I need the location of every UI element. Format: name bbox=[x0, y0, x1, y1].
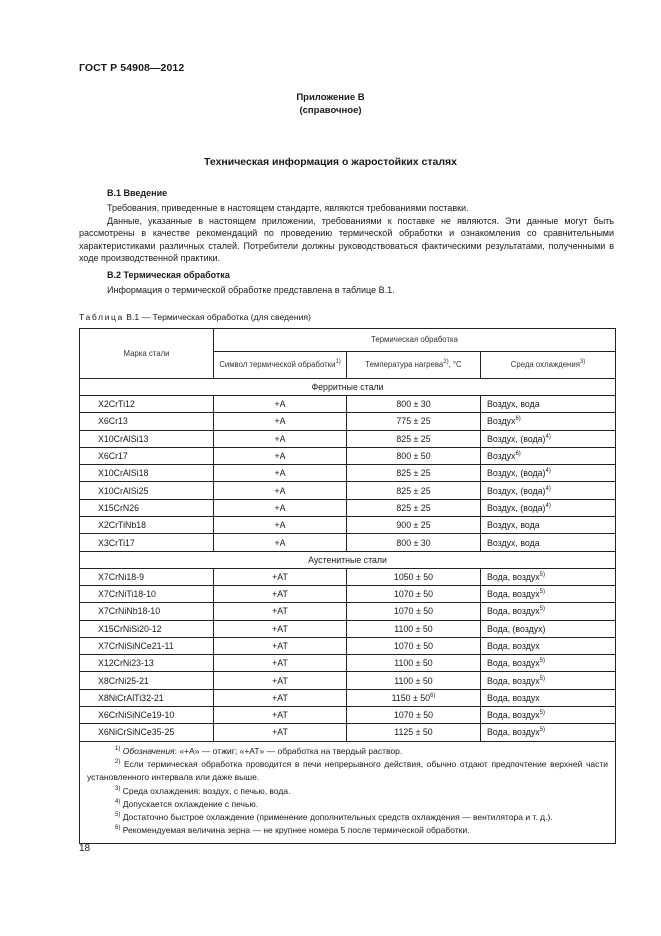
cell-symbol: +AT bbox=[214, 620, 347, 637]
cell-temperature: 1070 ± 50 bbox=[347, 603, 481, 620]
cell-grade: X2CrTiNb18 bbox=[80, 517, 214, 534]
cell-cooling: Вода, воздух$^{5)}$ bbox=[481, 724, 616, 741]
cell-grade: X10CrAlSi25 bbox=[80, 482, 214, 499]
table-row bbox=[80, 465, 616, 482]
cell-grade: X7CrNiTi18-10 bbox=[80, 585, 214, 602]
document-title: Техническая информация о жаростойких сталях bbox=[203, 156, 458, 168]
page-number: 18 bbox=[79, 843, 91, 854]
cell-symbol: +A bbox=[214, 482, 347, 499]
footnote: $^{4)}$ Допускается охлаждение с печью. bbox=[115, 798, 259, 809]
cell-cooling: Воздух, вода bbox=[481, 396, 616, 413]
cell-symbol: +A bbox=[214, 430, 347, 447]
table-row bbox=[80, 655, 616, 672]
table-row bbox=[80, 672, 616, 689]
table-group-row bbox=[80, 551, 616, 568]
cell-cooling: Вода, воздух$^{5)}$ bbox=[481, 585, 616, 602]
table-row bbox=[80, 430, 616, 447]
cell-temperature: 825 ± 25 bbox=[347, 465, 481, 482]
cell-temperature: 1070 ± 50 bbox=[347, 707, 481, 724]
table-row bbox=[80, 413, 616, 430]
table-caption bbox=[79, 312, 311, 322]
table-footnotes bbox=[80, 741, 616, 843]
cell-temperature: 1070 ± 50 bbox=[347, 637, 481, 654]
cell-grade: X15CrN26 bbox=[80, 499, 214, 516]
column-header-heat-treatment: Термическая обработка bbox=[214, 329, 616, 352]
cell-grade: X12CrNi23-13 bbox=[80, 655, 214, 672]
cell-cooling: Вода, воздух$^{5)}$ bbox=[481, 568, 616, 585]
cell-temperature: 1100 ± 50 bbox=[347, 672, 481, 689]
table-row bbox=[80, 707, 616, 724]
cell-temperature: 1070 ± 50 bbox=[347, 585, 481, 602]
cell-cooling: Вода, (воздух) bbox=[481, 620, 616, 637]
table-group-row bbox=[80, 379, 616, 396]
group-label: Аустенитные стали bbox=[80, 551, 616, 568]
cell-cooling: Вода, воздух bbox=[481, 689, 616, 706]
cell-temperature: 1100 ± 50 bbox=[347, 620, 481, 637]
cell-grade: X7CrNiSiNCe21-11 bbox=[80, 637, 214, 654]
cell-symbol: +A bbox=[214, 447, 347, 464]
cell-grade: X10CrAlSi13 bbox=[80, 430, 214, 447]
cell-temperature: 775 ± 25 bbox=[347, 413, 481, 430]
footnote: $^{2)}$ Если термическая обработка проводится в печи непрерывного действия, обычно отдают предпочтение верхней части установленного интервала или даже выше. bbox=[87, 758, 609, 783]
cell-symbol: +A bbox=[214, 396, 347, 413]
table-row bbox=[80, 620, 616, 637]
cell-symbol: +AT bbox=[214, 603, 347, 620]
footnote: $^{3)}$ Среда охлаждения: воздух, с печью, вода. bbox=[115, 785, 291, 796]
cell-temperature: 1125 ± 50 bbox=[347, 724, 481, 741]
table-row bbox=[80, 499, 616, 516]
cell-grade: X8CrNi25-21 bbox=[80, 672, 214, 689]
appendix-subtitle: (справочное) bbox=[299, 105, 362, 116]
table-row bbox=[80, 447, 616, 464]
cell-grade: X2CrTi12 bbox=[80, 396, 214, 413]
table-row bbox=[80, 724, 616, 741]
table-row bbox=[80, 568, 616, 585]
cell-cooling: Воздух, (вода)$^{4)}$ bbox=[481, 430, 616, 447]
footnote: $^{6)}$ Рекомендуемая величина зерна — не крупнее номера 5 после термической обработки. bbox=[115, 825, 470, 836]
cell-symbol: +AT bbox=[214, 689, 347, 706]
cell-temperature: 800 ± 30 bbox=[347, 534, 481, 551]
section-heading-introduction: В.1 Введение bbox=[107, 188, 168, 198]
cell-symbol: +AT bbox=[214, 637, 347, 654]
cell-temperature: 1100 ± 50 bbox=[347, 655, 481, 672]
group-label: Ферритные стали bbox=[80, 379, 616, 396]
cell-cooling: Воздух, (вода)$^{4)}$ bbox=[481, 499, 616, 516]
cell-grade: X7CrNiNb18-10 bbox=[80, 603, 214, 620]
cell-cooling: Воздух$^{6)}$ bbox=[481, 413, 616, 430]
cell-symbol: +A bbox=[214, 517, 347, 534]
cell-cooling: Вода, воздух bbox=[481, 637, 616, 654]
cell-symbol: +AT bbox=[214, 707, 347, 724]
cell-symbol: +AT bbox=[214, 585, 347, 602]
cell-symbol: +A bbox=[214, 465, 347, 482]
cell-grade: X6Cr13 bbox=[80, 413, 214, 430]
table-caption-text: В.1 — Термическая обработка (для сведения) bbox=[123, 312, 311, 322]
cell-symbol: +AT bbox=[214, 568, 347, 585]
cell-temperature: 1050 ± 50 bbox=[347, 568, 481, 585]
heat-treatment-table bbox=[79, 328, 616, 844]
cell-cooling: Вода, воздух$^{5)}$ bbox=[481, 603, 616, 620]
cell-cooling: Воздух, (вода)$^{4)}$ bbox=[481, 465, 616, 482]
appendix-title: Приложение В bbox=[296, 92, 365, 103]
cell-cooling: Вода, воздух$^{5)}$ bbox=[481, 707, 616, 724]
cell-temperature: 800 ± 50 bbox=[347, 447, 481, 464]
footnote: $^{1)}$ Обозначения: «+A» — отжиг; «+AT» — обработка на твердый раствор. bbox=[115, 745, 403, 756]
footnote: $^{5)}$ Достаточно быстрое охлаждение (применение дополнительных средств охлаждения — вентилятора и т. д.). bbox=[115, 812, 553, 823]
cell-cooling: Вода, воздух$^{5)}$ bbox=[481, 672, 616, 689]
paragraph: Информация о термической обработке представлена в таблице В.1. bbox=[107, 285, 395, 295]
cell-symbol: +AT bbox=[214, 655, 347, 672]
column-header-grade: Марка стали bbox=[80, 329, 214, 379]
cell-temperature: 825 ± 25 bbox=[347, 499, 481, 516]
cell-cooling: Воздух, вода bbox=[481, 517, 616, 534]
table-row bbox=[80, 534, 616, 551]
cell-grade: X6Cr17 bbox=[80, 447, 214, 464]
paragraph: Данные, указанные в настоящем приложении, требованиями к поставке не являются. Эти данные могут быть рассмотрены в качестве рекомендаций по проведению термической обработки и ознакомления со сравнительными характеристиками различных сталей. Потребители должны руководствоваться фактическими результатами, полученными в ходе производственной практики. bbox=[79, 215, 614, 263]
table-caption-label: Таблица bbox=[79, 312, 124, 322]
cell-symbol: +A bbox=[214, 534, 347, 551]
cell-cooling: Вода, воздух$^{5)}$ bbox=[481, 655, 616, 672]
standard-header: ГОСТ Р 54908—2012 bbox=[79, 62, 185, 74]
cell-grade: X8NiCrAlTi32-21 bbox=[80, 689, 214, 706]
table-row bbox=[80, 689, 616, 706]
cell-cooling: Воздух, вода bbox=[481, 534, 616, 551]
cell-grade: X6CrNiSiNCe19-10 bbox=[80, 707, 214, 724]
cell-grade: X7CrNi18-9 bbox=[80, 568, 214, 585]
cell-grade: X10CrAlSi18 bbox=[80, 465, 214, 482]
cell-grade: X6NiCrSiNCe35-25 bbox=[80, 724, 214, 741]
cell-symbol: +AT bbox=[214, 724, 347, 741]
cell-symbol: +AT bbox=[214, 672, 347, 689]
cell-temperature: 825 ± 25 bbox=[347, 482, 481, 499]
column-header-cooling: Среда охлаждения$^{3)}$ bbox=[481, 352, 616, 379]
paragraph: Требования, приведенные в настоящем стандарте, являются требованиями поставки. bbox=[107, 203, 469, 213]
table-row bbox=[80, 517, 616, 534]
table-row bbox=[80, 603, 616, 620]
table-row bbox=[80, 637, 616, 654]
cell-temperature: 900 ± 25 bbox=[347, 517, 481, 534]
cell-temperature: 825 ± 25 bbox=[347, 430, 481, 447]
table-row bbox=[80, 585, 616, 602]
cell-symbol: +A bbox=[214, 499, 347, 516]
cell-grade: X3CrTi17 bbox=[80, 534, 214, 551]
column-header-symbol: Символ термической обработки$^{1)}$ bbox=[214, 352, 347, 379]
table-notes-row bbox=[80, 741, 616, 843]
cell-cooling: Воздух, (вода)$^{4)}$ bbox=[481, 482, 616, 499]
section-heading-heat-treatment: В.2 Термическая обработка bbox=[107, 270, 230, 280]
cell-symbol: +A bbox=[214, 413, 347, 430]
column-header-temperature: Температура нагрева$^{2)}$, °С bbox=[347, 352, 481, 379]
cell-temperature: 800 ± 30 bbox=[347, 396, 481, 413]
cell-temperature: $1150 \pm 50^{6)}$ bbox=[347, 689, 481, 706]
cell-grade: X15CrNiSi20-12 bbox=[80, 620, 214, 637]
section-introduction-text bbox=[79, 202, 614, 265]
table-row bbox=[80, 482, 616, 499]
cell-cooling: Воздух$^{6)}$ bbox=[481, 447, 616, 464]
table-row bbox=[80, 396, 616, 413]
section-heat-treatment-text bbox=[79, 284, 614, 297]
